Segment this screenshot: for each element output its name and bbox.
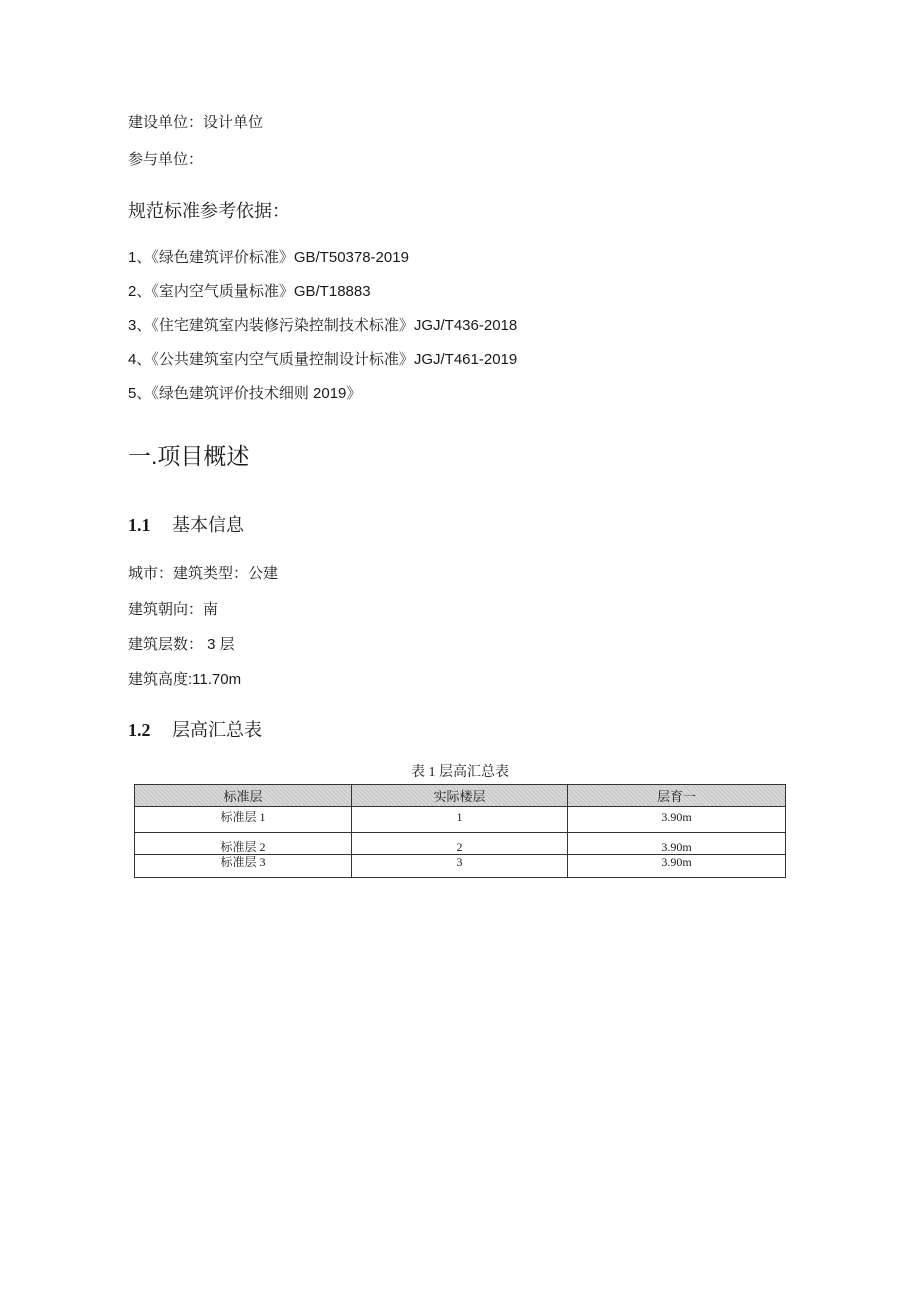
- header-standard-floor: 标准层: [135, 785, 352, 807]
- basis-item-5: 5、《绿色建筑评价技术细则 2019》: [128, 385, 362, 402]
- cell-standard-floor: 标准层 3: [135, 855, 352, 878]
- section-number: 1.1: [128, 515, 151, 535]
- cell-standard-floor: 标准层 2: [135, 833, 352, 855]
- section-title-project-overview: 一.项目概述: [128, 443, 250, 469]
- basis-item-1: 1、《绿色建筑评价标准》GB/T50378-2019: [128, 249, 409, 266]
- table-row: [135, 833, 786, 855]
- basis-title: 规范标准参考依据：: [128, 201, 290, 221]
- construction-unit-line: 建设单位：设计单位: [128, 114, 264, 131]
- section-number: 1.2: [128, 720, 151, 740]
- header-actual-floor: 实际楼层: [352, 785, 568, 807]
- info-line-height: 建筑高度:11.70m: [128, 671, 242, 688]
- cell-actual-floor: 3: [352, 855, 568, 878]
- table-caption: 表 1 层高汇总表: [411, 765, 509, 780]
- section-heading-basic-info: [128, 514, 244, 536]
- info-line-city-type: 城市：建筑类型：公建: [128, 565, 279, 582]
- participating-unit-line: 参与单位：: [128, 151, 204, 168]
- table-header-row: [135, 785, 786, 807]
- table-row: [135, 807, 786, 833]
- header-floor-height: 层育一: [568, 785, 786, 807]
- basis-item-4: 4、《公共建筑室内空气质量控制设计标准》JGJ/T461-2019: [128, 351, 518, 368]
- info-line-orientation: 建筑朝向：南: [128, 601, 219, 618]
- section-heading-text: 层高汇总表: [172, 720, 262, 740]
- cell-actual-floor: 1: [352, 807, 568, 833]
- cell-actual-floor: 2: [352, 833, 568, 855]
- section-heading-text: 基本信息: [172, 515, 244, 535]
- cell-standard-floor: 标准层 1: [135, 807, 352, 833]
- section-heading-floor-heights: [128, 719, 262, 741]
- cell-floor-height: 3.90m: [568, 855, 786, 878]
- floor-height-table: [134, 784, 786, 878]
- cell-floor-height: 3.90m: [568, 833, 786, 855]
- info-line-floors: 建筑层数： 3 层: [128, 636, 235, 653]
- basis-item-3: 3、《住宅建筑室内装修污染控制技术标准》JGJ/T436-2018: [128, 317, 518, 334]
- table-row: [135, 855, 786, 878]
- basis-item-2: 2、《室内空气质量标准》GB/T18883: [128, 283, 371, 300]
- cell-floor-height: 3.90m: [568, 807, 786, 833]
